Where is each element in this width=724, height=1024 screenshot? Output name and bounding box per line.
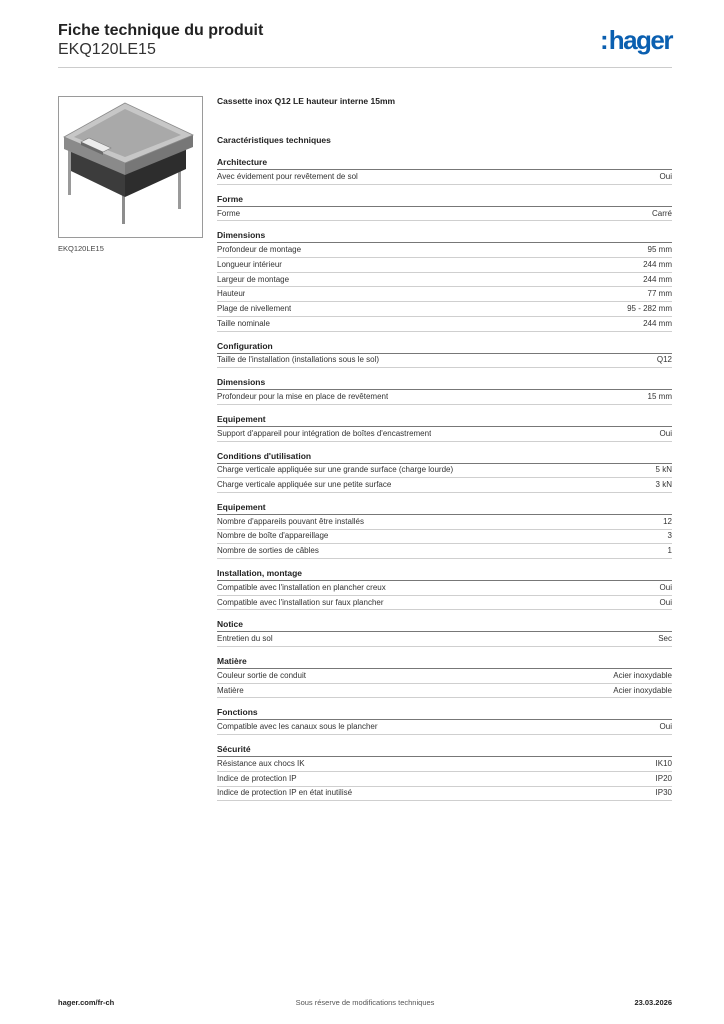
spec-value: 3 kN (655, 480, 672, 490)
spec-group (217, 230, 672, 331)
spec-group (217, 451, 672, 493)
spec-value: 95 mm (647, 245, 672, 255)
spec-label: Entretien du sol (217, 634, 273, 644)
spec-label: Couleur sortie de conduit (217, 670, 306, 680)
spec-value: IK10 (655, 758, 672, 768)
spec-row (217, 757, 672, 772)
spec-group (217, 502, 672, 559)
spec-row (217, 258, 672, 273)
spec-label: Indice de protection IP (217, 773, 297, 783)
spec-label: Compatible avec l'installation en plancher creux (217, 582, 386, 592)
spec-row (217, 669, 672, 684)
spec-value: 244 mm (643, 318, 672, 328)
spec-value: 77 mm (647, 289, 672, 299)
spec-row (217, 317, 672, 332)
spec-label: Support d'appareil pour intégration de boîtes d'encastrement (217, 428, 432, 438)
spec-group-title: Matière (217, 656, 672, 669)
spec-group (217, 194, 672, 222)
spec-row (217, 273, 672, 288)
spec-group (217, 568, 672, 610)
spec-value: Carré (651, 208, 672, 218)
spec-value: 12 (663, 516, 672, 526)
spec-group (217, 744, 672, 801)
spec-value: Oui (659, 597, 672, 607)
spec-label: Profondeur pour la mise en place de revêtement (217, 392, 389, 402)
spec-value: Oui (659, 582, 672, 592)
image-caption: EKQ120LE15 (58, 244, 104, 253)
spec-group-title: Sécurité (217, 744, 672, 757)
spec-value: 95 - 282 mm (627, 303, 672, 313)
spec-label: Avec évidement pour revêtement de sol (217, 171, 358, 181)
footer-website-link[interactable]: hager.com/fr-ch (58, 998, 115, 1007)
spec-value: 5 kN (655, 465, 672, 475)
spec-group (217, 341, 672, 369)
spec-group-title: Installation, montage (217, 568, 672, 581)
spec-group-title: Notice (217, 619, 672, 632)
spec-label: Matière (217, 685, 244, 695)
spec-value: Acier inoxydable (613, 670, 672, 680)
spec-label: Taille de l'installation (installations sous le sol) (217, 355, 380, 365)
product-image (58, 96, 203, 238)
spec-group-title: Equipement (217, 414, 672, 427)
spec-row (217, 515, 672, 530)
spec-row (217, 478, 672, 493)
footer-date: 23.03.2026 (634, 998, 672, 1007)
document-title: Fiche technique du produit (58, 22, 264, 39)
spec-group (217, 157, 672, 185)
spec-group (217, 707, 672, 735)
spec-row (217, 287, 672, 302)
spec-row (217, 207, 672, 222)
spec-value: Oui (659, 428, 672, 438)
spec-value: IP30 (655, 788, 672, 798)
hager-logo[interactable] (600, 26, 672, 54)
spec-row (217, 302, 672, 317)
spec-label: Charge verticale appliquée sur une petite surface (217, 480, 392, 490)
spec-label: Hauteur (217, 289, 246, 299)
spec-value: Oui (659, 171, 672, 181)
logo-colon: : (600, 25, 609, 55)
spec-label: Résistance aux chocs IK (217, 758, 305, 768)
spec-group (217, 414, 672, 442)
spec-value: 244 mm (643, 274, 672, 284)
spec-row (217, 170, 672, 185)
page-header (58, 20, 672, 66)
spec-row (217, 684, 672, 699)
spec-label: Profondeur de montage (217, 245, 302, 255)
spec-group (217, 656, 672, 698)
spec-group-title: Configuration (217, 341, 672, 354)
spec-row (217, 464, 672, 479)
spec-group-title: Architecture (217, 157, 672, 170)
spec-row (217, 243, 672, 258)
spec-value: Acier inoxydable (613, 685, 672, 695)
spec-group-title: Forme (217, 194, 672, 207)
spec-group-title: Dimensions (217, 377, 672, 390)
spec-label: Indice de protection IP en état inutilisé (217, 788, 353, 798)
spec-group-title: Fonctions (217, 707, 672, 720)
product-name: Cassette inox Q12 LE hauteur interne 15mm (217, 96, 396, 106)
spec-value: 3 (667, 531, 672, 541)
spec-row (217, 720, 672, 735)
floor-box-illustration (59, 97, 202, 237)
spec-group-title: Conditions d'utilisation (217, 451, 672, 464)
spec-group-title: Equipement (217, 502, 672, 515)
spec-value: Q12 (656, 355, 672, 365)
spec-label: Forme (217, 208, 241, 218)
spec-row (217, 632, 672, 647)
spec-value: Oui (659, 722, 672, 732)
spec-value: 244 mm (643, 259, 672, 269)
spec-label: Compatible avec l'installation sur faux plancher (217, 597, 384, 607)
spec-value: 15 mm (647, 392, 672, 402)
spec-label: Nombre d'appareils pouvant être installés (217, 516, 364, 526)
spec-group (217, 377, 672, 405)
spec-label: Charge verticale appliquée sur une grande surface (charge lourde) (217, 465, 454, 475)
spec-row (217, 772, 672, 787)
spec-group-title: Dimensions (217, 230, 672, 243)
page-footer (58, 998, 672, 1012)
spec-value: Sec (658, 634, 672, 644)
spec-row (217, 390, 672, 405)
specification-table (217, 96, 672, 810)
spec-row (217, 787, 672, 802)
spec-section-heading: Caractéristiques techniques (217, 135, 331, 145)
spec-value: IP20 (655, 773, 672, 783)
header-divider (58, 67, 672, 68)
spec-label: Plage de nivellement (217, 303, 292, 313)
spec-label: Nombre de sorties de câbles (217, 546, 319, 556)
spec-row (217, 581, 672, 596)
spec-row (217, 427, 672, 442)
spec-group (217, 619, 672, 647)
product-reference: EKQ120LE15 (58, 41, 156, 58)
spec-label: Taille nominale (217, 318, 270, 328)
spec-row (217, 530, 672, 545)
footer-disclaimer: Sous réserve de modifications techniques (295, 998, 435, 1007)
spec-row (217, 544, 672, 559)
spec-label: Largeur de montage (217, 274, 290, 284)
spec-label: Longueur intérieur (217, 259, 282, 269)
spec-label: Nombre de boîte d'appareillage (217, 531, 329, 541)
spec-label: Compatible avec les canaux sous le plancher (217, 722, 378, 732)
spec-groups (217, 157, 672, 801)
spec-row (217, 354, 672, 369)
logo-wordmark: hager (608, 25, 672, 55)
spec-value: 1 (667, 546, 672, 556)
spec-row (217, 596, 672, 611)
